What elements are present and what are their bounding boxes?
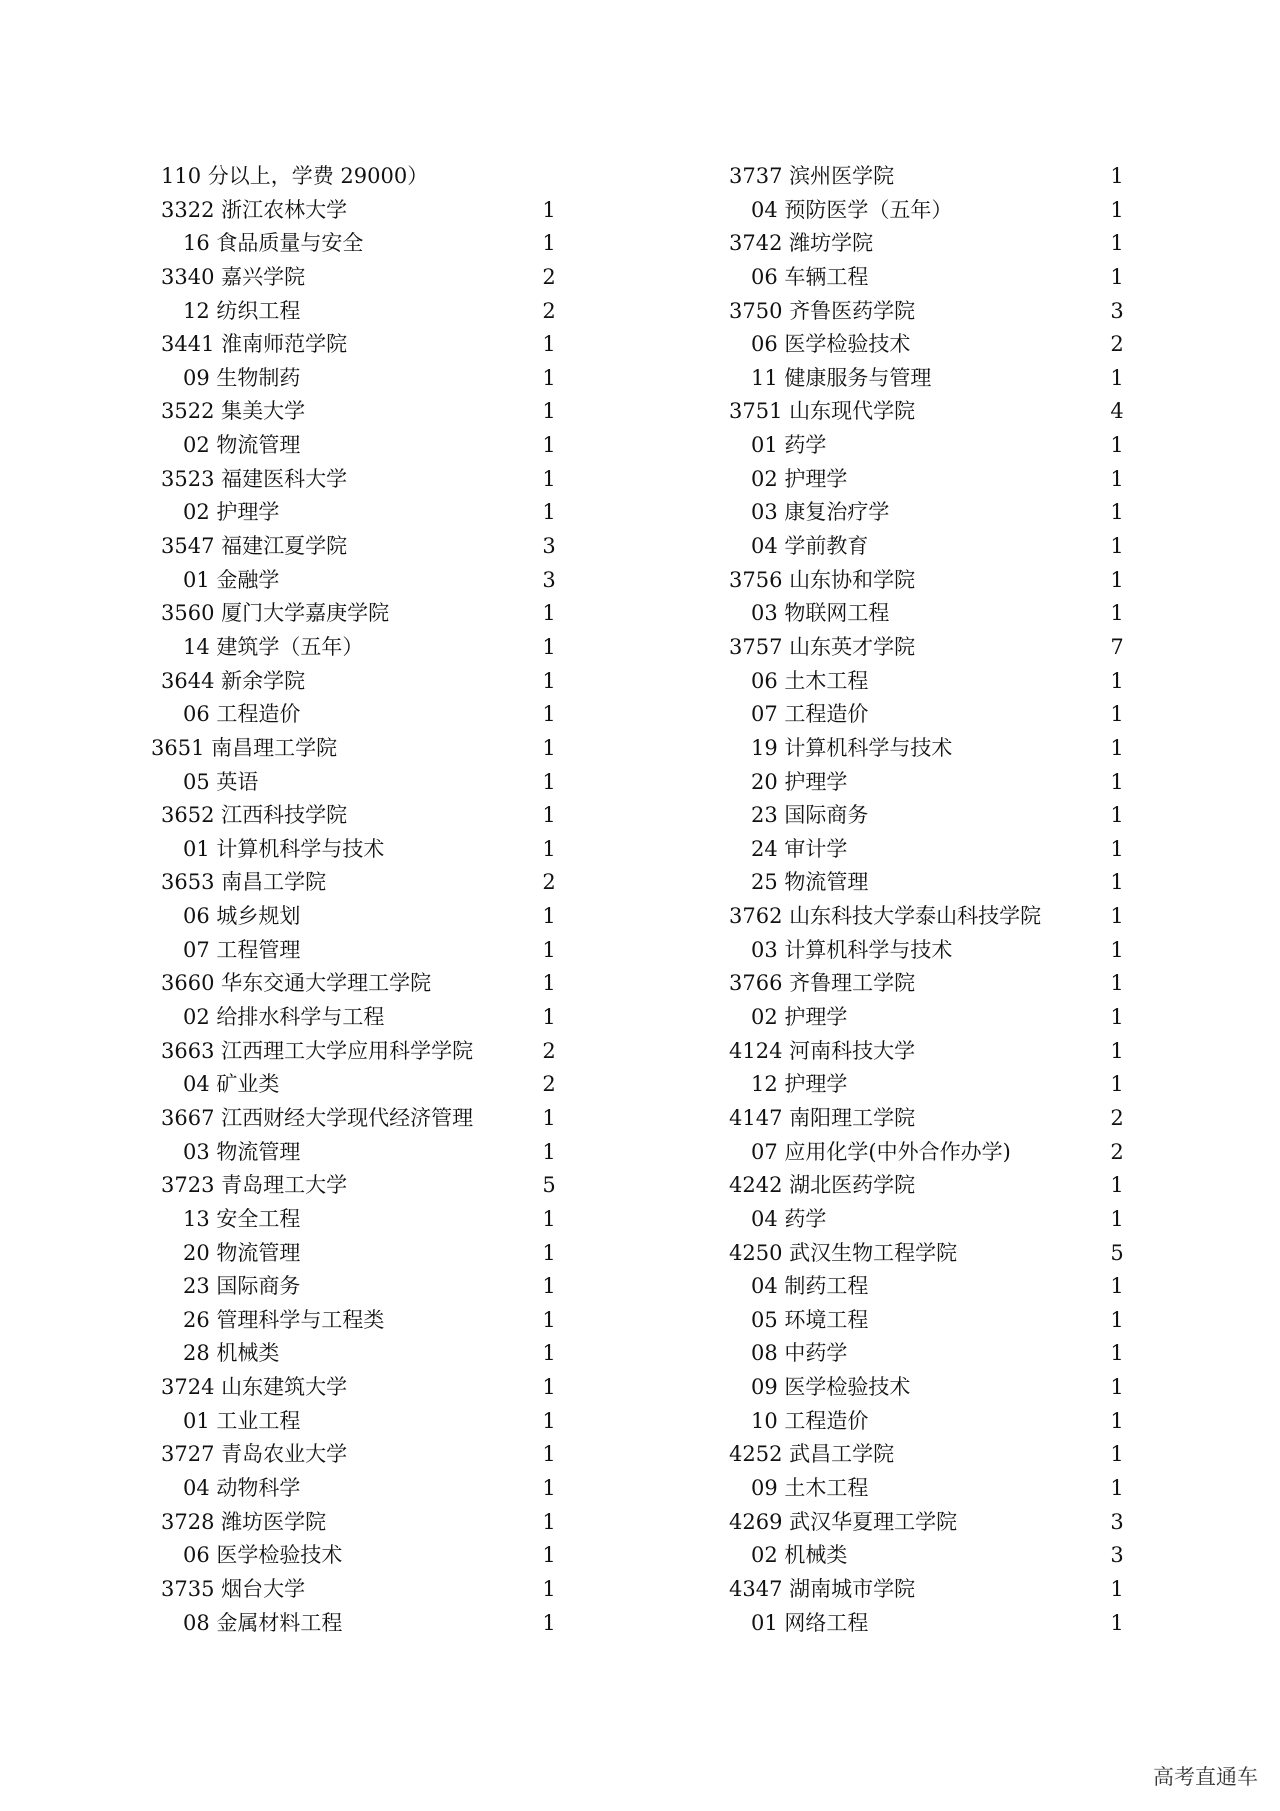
note-row [161,160,561,194]
school-row [729,967,1129,1001]
row-count: 1 [542,769,556,794]
row-count: 1 [1110,365,1124,390]
row-count: 1 [542,500,556,525]
row-count: 1 [1110,668,1124,693]
row-label: 03 物联网工程 [751,601,890,626]
row-label: 3751 山东现代学院 [729,399,916,424]
row-label: 04 矿业类 [183,1072,280,1097]
row-count: 1 [1110,1341,1124,1366]
row-label: 3735 烟台大学 [161,1576,306,1601]
row-label: 12 护理学 [751,1072,848,1097]
row-count: 1 [542,634,556,659]
row-label: 03 康复治疗学 [751,500,890,525]
row-count: 1 [1110,937,1124,962]
row-count: 1 [1110,1442,1124,1467]
row-count: 1 [1110,433,1124,458]
row-label: 09 医学检验技术 [751,1375,911,1400]
row-count: 1 [542,836,556,861]
row-count: 3 [1110,1543,1124,1568]
row-label: 04 动物科学 [183,1475,301,1500]
row-label: 01 网络工程 [751,1610,869,1635]
major-row [161,1136,561,1170]
row-label: 01 工业工程 [183,1408,301,1433]
row-label: 3644 新余学院 [161,668,306,693]
row-count: 1 [542,803,556,828]
major-row [161,1337,561,1371]
row-label: 23 国际商务 [751,803,869,828]
major-row [161,1001,561,1035]
row-count: 1 [1110,164,1124,188]
row-label: 01 计算机科学与技术 [183,836,385,861]
row-label: 20 护理学 [751,769,848,794]
major-row [729,866,1129,900]
row-label: 06 医学检验技术 [183,1543,343,1568]
row-label: 3663 江西理工大学应用科学学院 [161,1038,474,1063]
school-row [729,1506,1129,1540]
row-label: 4124 河南科技大学 [729,1038,916,1063]
major-row [729,1136,1129,1170]
major-row [161,295,561,329]
row-label: 06 工程造价 [183,702,301,727]
right-column [729,160,1129,1640]
row-label: 01 金融学 [183,567,280,592]
row-count: 1 [1110,735,1124,760]
row-count: 1 [1110,1375,1124,1400]
row-count: 2 [542,1072,556,1097]
row-label: 28 机械类 [183,1341,280,1366]
row-count: 1 [542,1240,556,1265]
major-row [161,1270,561,1304]
row-count: 3 [542,567,556,592]
major-row [729,1304,1129,1338]
row-label: 3441 淮南师范学院 [161,332,348,357]
major-row [729,1539,1129,1573]
row-label: 3742 潍坊学院 [729,231,874,256]
row-count: 1 [542,1341,556,1366]
school-row [161,866,561,900]
row-count: 2 [542,1038,556,1063]
row-label: 4269 武汉华夏理工学院 [729,1509,958,1534]
row-count: 1 [1110,466,1124,491]
row-label: 3660 华东交通大学理工学院 [161,971,432,996]
row-count: 1 [542,1307,556,1332]
major-row [729,1068,1129,1102]
major-row [729,328,1129,362]
major-row [729,1607,1129,1641]
school-row [161,597,561,631]
row-count: 1 [1110,1408,1124,1433]
row-count: 1 [1110,1005,1124,1030]
major-row [729,1472,1129,1506]
row-count: 1 [1110,231,1124,256]
row-label: 02 机械类 [751,1543,848,1568]
row-label: 05 环境工程 [751,1307,869,1332]
row-count: 1 [542,971,556,996]
row-count: 1 [1110,1610,1124,1635]
major-row [729,463,1129,497]
row-label: 02 护理学 [183,500,280,525]
row-count: 1 [1110,1274,1124,1299]
row-label: 3547 福建江夏学院 [161,534,348,559]
row-label: 14 建筑学（五年） [183,634,364,659]
major-row [729,934,1129,968]
major-row [161,1472,561,1506]
major-row [729,1405,1129,1439]
school-row [729,227,1129,261]
row-label: 07 工程管理 [183,937,301,962]
row-count: 1 [1110,264,1124,289]
row-label: 4252 武昌工学院 [729,1442,895,1467]
school-row [161,1438,561,1472]
row-count: 2 [1110,1105,1124,1130]
major-row [729,1337,1129,1371]
row-label: 3322 浙江农林大学 [161,197,348,222]
row-count: 1 [542,1139,556,1164]
row-count: 2 [1110,332,1124,357]
row-label: 3652 江西科技学院 [161,803,348,828]
row-count: 1 [542,399,556,424]
row-count: 1 [1110,1038,1124,1063]
school-row [151,732,561,766]
row-count: 1 [542,197,556,222]
row-label: 03 计算机科学与技术 [751,937,953,962]
row-count: 1 [542,231,556,256]
school-row [161,463,561,497]
row-label: 06 土木工程 [751,668,869,693]
row-label: 24 审计学 [751,836,848,861]
row-count: 1 [542,1543,556,1568]
major-row [729,698,1129,732]
row-label: 09 土木工程 [751,1475,869,1500]
row-count: 1 [1110,197,1124,222]
row-count: 1 [1110,870,1124,895]
row-label: 04 制药工程 [751,1274,869,1299]
school-row [161,1169,561,1203]
row-count: 3 [1110,298,1124,323]
row-count: 1 [1110,1576,1124,1601]
row-count: 1 [1110,803,1124,828]
major-row [161,766,561,800]
row-count: 1 [542,1509,556,1534]
major-row [729,429,1129,463]
row-count: 1 [542,1375,556,1400]
row-label: 3756 山东协和学院 [729,567,916,592]
school-row [729,564,1129,598]
row-label: 3651 南昌理工学院 [151,735,338,760]
row-label: 25 物流管理 [751,870,869,895]
school-row [729,1102,1129,1136]
row-count: 1 [1110,904,1124,929]
row-count: 1 [1110,1307,1124,1332]
school-row [729,160,1129,194]
row-label: 3762 山东科技大学泰山科技学院 [729,904,1042,929]
row-count: 1 [1110,500,1124,525]
row-count: 1 [542,1475,556,1500]
row-label: 3766 齐鲁理工学院 [729,971,916,996]
left-column [151,160,561,1640]
major-row [161,1607,561,1641]
row-label: 3737 滨州医学院 [729,164,895,188]
school-row [729,631,1129,665]
row-label: 4242 湖北医药学院 [729,1173,916,1198]
major-row [161,1068,561,1102]
school-row [729,295,1129,329]
row-count: 1 [542,1105,556,1130]
row-count: 1 [542,601,556,626]
school-row [161,1506,561,1540]
row-count: 4 [1110,399,1124,424]
school-row [729,1573,1129,1607]
major-row [729,1270,1129,1304]
row-label: 3340 嘉兴学院 [161,264,306,289]
row-count: 5 [1110,1240,1124,1265]
school-row [161,395,561,429]
row-label: 16 食品质量与安全 [183,231,364,256]
row-label: 01 药学 [751,433,827,458]
major-row [161,564,561,598]
row-label: 19 计算机科学与技术 [751,735,953,760]
row-label: 07 应用化学(中外合作办学) [751,1139,1011,1164]
row-count: 1 [1110,769,1124,794]
row-count: 1 [542,1408,556,1433]
row-label: 4250 武汉生物工程学院 [729,1240,958,1265]
school-row [729,1237,1129,1271]
row-count: 1 [542,1576,556,1601]
row-count: 1 [542,1206,556,1231]
row-label: 3728 潍坊医学院 [161,1509,327,1534]
major-row [161,1237,561,1271]
major-row [729,766,1129,800]
school-row [161,1102,561,1136]
row-count: 1 [542,668,556,693]
row-count: 1 [542,1005,556,1030]
row-count: 1 [1110,702,1124,727]
major-row [161,1203,561,1237]
major-row [161,496,561,530]
row-count: 1 [1110,1173,1124,1198]
row-count: 1 [542,937,556,962]
major-row [729,732,1129,766]
row-count: 3 [1110,1509,1124,1534]
major-row [729,1371,1129,1405]
row-label: 3523 福建医科大学 [161,466,348,491]
row-label: 3723 青岛理工大学 [161,1173,348,1198]
row-count: 1 [542,1274,556,1299]
school-row [729,1035,1129,1069]
major-row [161,227,561,261]
major-row [161,631,561,665]
row-count: 1 [542,1610,556,1635]
major-row [729,597,1129,631]
major-row [161,429,561,463]
major-row [161,1539,561,1573]
major-row [161,1405,561,1439]
row-count: 1 [1110,1475,1124,1500]
row-label: 04 预防医学（五年） [751,197,953,222]
row-label: 05 英语 [183,769,259,794]
row-label: 06 城乡规划 [183,904,301,929]
row-label: 06 医学检验技术 [751,332,911,357]
school-row [729,900,1129,934]
row-count: 1 [542,466,556,491]
major-row [161,900,561,934]
row-label: 11 健康服务与管理 [751,365,932,390]
school-row [729,1169,1129,1203]
row-count: 1 [1110,836,1124,861]
major-row [729,1203,1129,1237]
row-label: 02 护理学 [751,466,848,491]
row-count: 1 [542,735,556,760]
row-label: 07 工程造价 [751,702,869,727]
school-row [161,799,561,833]
row-label: 09 生物制药 [183,365,301,390]
row-count: 5 [542,1173,556,1198]
row-label: 4147 南阳理工学院 [729,1105,916,1130]
row-label: 12 纺织工程 [183,298,301,323]
row-label: 3667 江西财经大学现代经济管理 [161,1105,474,1130]
row-count: 3 [542,534,556,559]
row-label: 26 管理科学与工程类 [183,1307,385,1332]
school-row [161,1573,561,1607]
major-row [729,194,1129,228]
row-count: 1 [542,365,556,390]
major-row [161,1304,561,1338]
row-count: 1 [542,904,556,929]
row-label: 20 物流管理 [183,1240,301,1265]
major-row [729,362,1129,396]
major-row [161,934,561,968]
major-row [161,698,561,732]
row-label: 06 车辆工程 [751,264,869,289]
row-label: 3724 山东建筑大学 [161,1375,348,1400]
row-label: 10 工程造价 [751,1408,869,1433]
row-label: 110 分以上，学费 29000） [161,164,429,188]
school-row [161,328,561,362]
row-label: 03 物流管理 [183,1139,301,1164]
school-row [729,1438,1129,1472]
school-row [729,395,1129,429]
row-count: 1 [1110,1206,1124,1231]
row-count: 2 [542,298,556,323]
row-count: 1 [1110,534,1124,559]
row-count: 1 [1110,971,1124,996]
major-row [729,799,1129,833]
row-count: 2 [1110,1139,1124,1164]
school-row [161,194,561,228]
major-row [161,833,561,867]
row-count: 1 [542,1442,556,1467]
major-row [729,496,1129,530]
major-row [729,261,1129,295]
school-row [161,1035,561,1069]
school-row [161,1371,561,1405]
row-label: 3757 山东英才学院 [729,634,916,659]
row-label: 02 护理学 [751,1005,848,1030]
row-label: 02 物流管理 [183,433,301,458]
row-label: 04 学前教育 [751,534,869,559]
major-row [729,1001,1129,1035]
school-row [161,261,561,295]
row-label: 04 药学 [751,1206,827,1231]
row-label: 08 金属材料工程 [183,1610,343,1635]
watermark: 高考直通车 [1153,1765,1258,1789]
row-label: 02 给排水科学与工程 [183,1005,385,1030]
row-count: 1 [542,702,556,727]
row-count: 2 [542,870,556,895]
row-label: 3653 南昌工学院 [161,870,327,895]
row-label: 23 国际商务 [183,1274,301,1299]
row-label: 3727 青岛农业大学 [161,1442,348,1467]
row-count: 1 [542,433,556,458]
row-count: 1 [1110,567,1124,592]
major-row [729,833,1129,867]
row-label: 3560 厦门大学嘉庚学院 [161,601,390,626]
row-count: 7 [1110,634,1124,659]
school-row [161,665,561,699]
school-row [161,967,561,1001]
school-row [161,530,561,564]
row-count: 1 [1110,601,1124,626]
major-row [729,665,1129,699]
row-label: 3522 集美大学 [161,399,306,424]
row-count: 2 [542,264,556,289]
row-count: 1 [1110,1072,1124,1097]
major-row [729,530,1129,564]
row-label: 4347 湖南城市学院 [729,1576,916,1601]
row-label: 13 安全工程 [183,1206,301,1231]
row-label: 08 中药学 [751,1341,848,1366]
row-label: 3750 齐鲁医药学院 [729,298,916,323]
major-row [161,362,561,396]
row-count: 1 [542,332,556,357]
